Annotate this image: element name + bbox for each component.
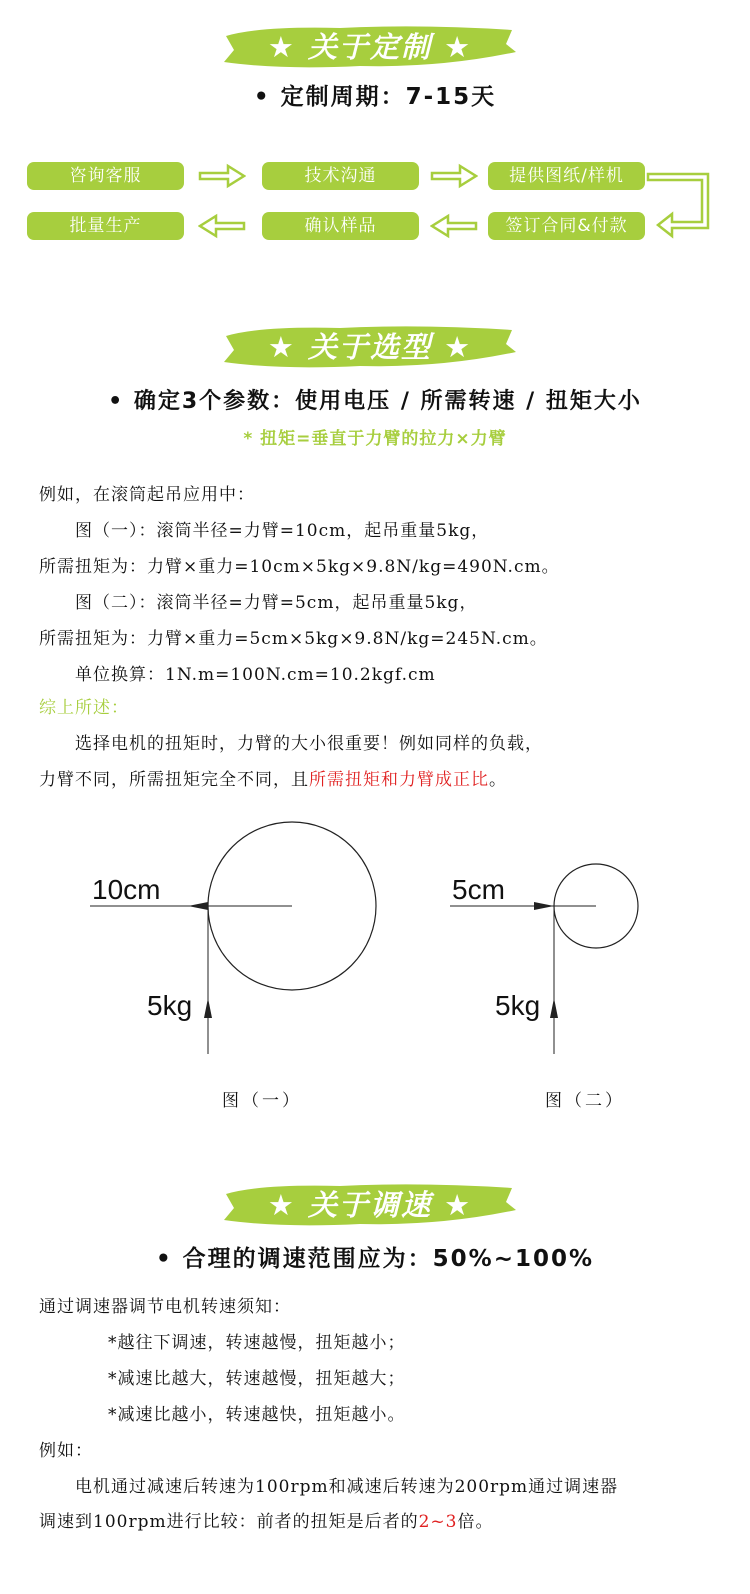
fig2-torque: 所需扭矩为：力臂×重力=5cm×5kg×9.8N/kg=245N.cm。 (39, 629, 548, 649)
flow-step-production: 批量生产 (27, 212, 184, 240)
diagram-1 (80, 810, 390, 1070)
example-intro: 例如，在滚筒起吊应用中： (39, 485, 255, 505)
speed-range: • 合理的调速范围应为：50%~100% (155, 1246, 595, 1272)
figure-caption: 图（二） (545, 1091, 625, 1111)
summary-text: 力臂不同，所需扭矩完全不同，且 (39, 770, 309, 790)
flow-step-consult: 咨询客服 (27, 162, 184, 190)
selection-params: • 确定3个参数：使用电压 / 所需转速 / 扭矩大小 (108, 389, 642, 414)
fig1-torque: 所需扭矩为：力臂×重力=10cm×5kg×9.8N/kg=490N.cm。 (39, 557, 560, 577)
example-end: 倍。 (457, 1512, 494, 1532)
fig2-params: 图（二）：滚筒半径=力臂=5cm，起吊重量5kg， (75, 593, 478, 613)
proportional-highlight: 所需扭矩和力臂成正比 (309, 770, 489, 790)
figure-caption: 图（一） (222, 1091, 302, 1111)
example-text: 调速到100rpm进行比较：前者的扭矩是后者的 (39, 1512, 419, 1532)
example-line-2 (39, 1507, 493, 1532)
flow-step-confirm: 确认样品 (262, 212, 419, 240)
ratio-highlight: 2~3 (418, 1512, 458, 1532)
speed-intro: 通过调速器调节电机转速须知： (39, 1297, 291, 1317)
load-arrow (204, 998, 212, 1018)
speed-bullet: *越往下调速，转速越慢，扭矩越小； (108, 1333, 406, 1353)
diagram-2 (440, 810, 680, 1070)
selection-banner (0, 322, 750, 372)
summary-end: 。 (489, 770, 507, 790)
load-label: 5kg (147, 990, 193, 1021)
speed-bullet: *减速比越大，转速越慢，扭矩越大； (108, 1369, 406, 1389)
arrow-right-icon (430, 162, 478, 190)
section-title: ★ 关于选型 ★ (267, 330, 473, 364)
load-arrow (550, 998, 558, 1018)
flow-step-contract: 签订合同&付款 (488, 212, 645, 240)
arm-arrow (534, 902, 554, 910)
example-line-1: 电机通过减速后转速为100rpm和减速后转速为200rpm通过调速器 (75, 1477, 619, 1497)
flow-step-drawings: 提供图纸/样机 (488, 162, 645, 190)
summary-line-1: 选择电机的扭矩时，力臂的大小很重要！例如同样的负载， (75, 734, 543, 754)
section-title: ★ 关于定制 ★ (267, 30, 473, 64)
fig1-params: 图（一）：滚筒半径=力臂=10cm，起吊重量5kg， (75, 521, 490, 541)
speed-bullet: *减速比越小，转速越快，扭矩越小。 (108, 1405, 406, 1425)
torque-formula-note: * 扭矩=垂直于力臂的拉力×力臂 (243, 429, 507, 449)
unit-conversion: 单位换算：1N.m=100N.cm=10.2kgf.cm (75, 665, 436, 685)
summary-label: 综上所述： (39, 698, 129, 718)
speed-banner (0, 1180, 750, 1230)
arrow-right-icon (198, 162, 246, 190)
arm-length-label: 5cm (452, 874, 505, 905)
customization-banner (0, 22, 750, 72)
arm-length-label: 10cm (92, 874, 161, 905)
custom-period: • 定制周期：7-15天 (253, 84, 497, 110)
summary-line-2 (39, 765, 507, 790)
arm-arrow (188, 902, 208, 910)
load-label: 5kg (495, 990, 541, 1021)
flow-step-tech: 技术沟通 (262, 162, 419, 190)
example-label: 例如： (39, 1441, 93, 1461)
arrow-left-icon (430, 212, 478, 240)
arrow-turn-icon (640, 168, 720, 244)
arrow-left-icon (198, 212, 246, 240)
section-title: ★ 关于调速 ★ (267, 1188, 473, 1222)
